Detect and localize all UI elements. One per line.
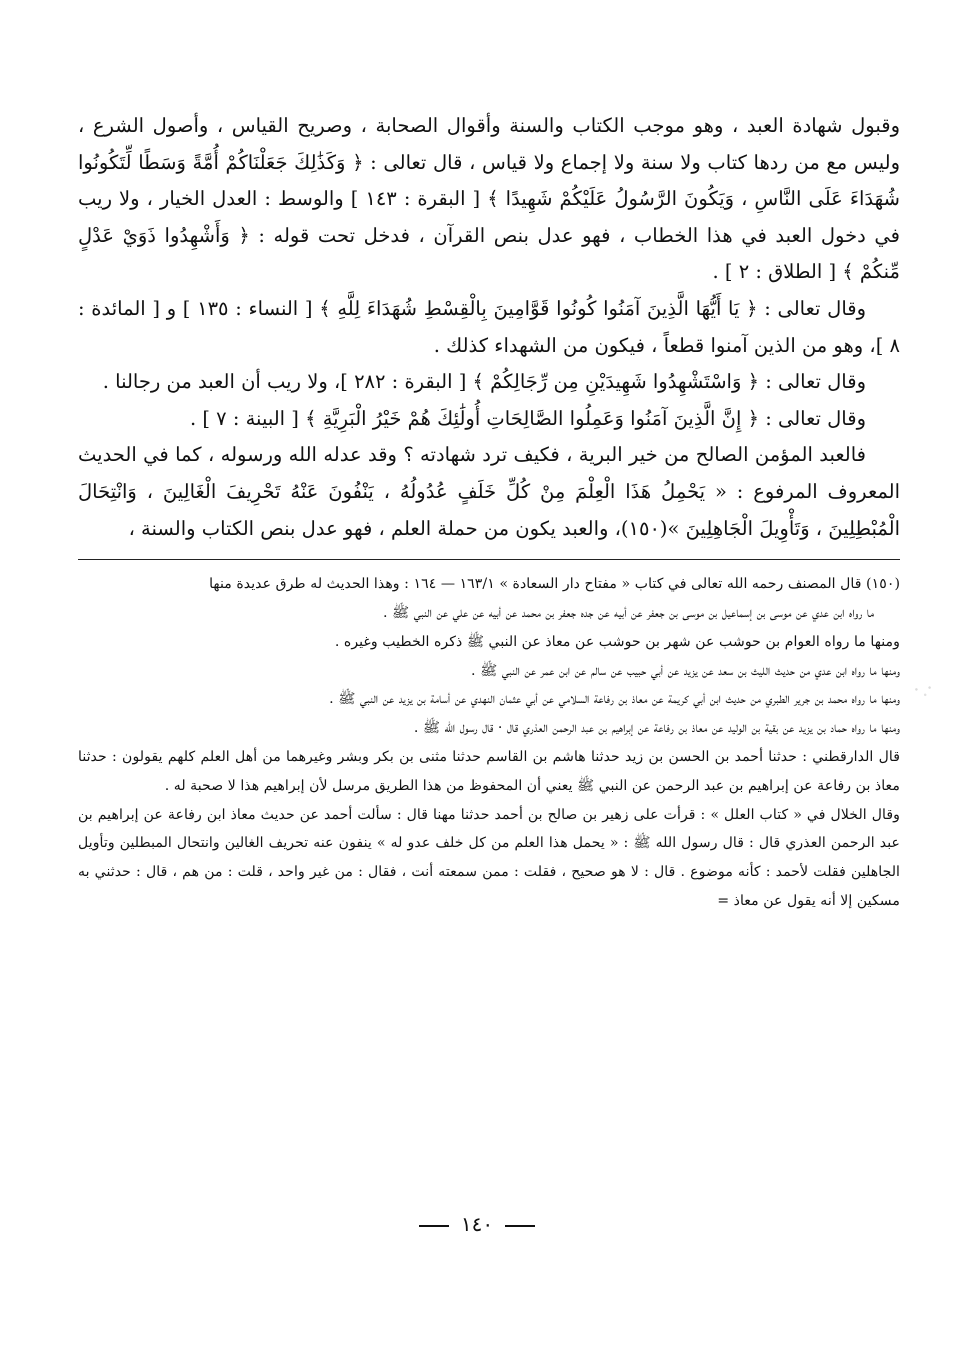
paragraph-5: فالعبد المؤمن الصالح من خير البرية ، فكيف ترد شهادته ؟ وقد عدله الله ورسوله ، كما في الحديث المعروف المرفوع : « يَحْمِلُ هَذَا الْعِلْمَ مِنْ كُلِّ خَلَفٍ عُدُولُهُ ، يَنْفُونَ عَنْهُ تَحْرِيفَ الْغَالِينَ ، وَانْتِحَالَ الْمُبْطِلِينَ ، وَتَأْوِيلَ الْجَاهِلِينَ »(١٥٠)، والعبد يكون من حملة العلم ، فهو عدل بنص الكتاب والسنة ، (78, 443, 900, 540)
footnote-line: وقال الخلال في « كتاب العلل » : قرأت على زهير بن صالح بن أحمد حدثنا مهنا قال : سألت أحمد عن حديث معاذ ابن رفاعة عن إبراهيم بن عبد الرحمن العذري قال : قال رسول الله ﷺ : « يحمل هذا العلم من كل خلف عدو له » ينفون عنه تحريف الغالين وانتحال المبطلين وتأويل الجاهلين فقلت لأحمد : كأنه موضوع . قال : لا هو صحيح ، فقلت : ممن سمعته أنت ، فقال : من غير واحد ، قلت : من هم ، قال : حدثني به مسكين إلا أنه يقول عن معاذ = (78, 806, 900, 909)
paragraph-2: وقال تعالى : ﴿ يَا أَيُّهَا الَّذِينَ آمَنُوا كُونُوا قَوَّامِينَ بِالْقِسْطِ شُهَدَاءَ لِلَّهِ ﴾ [ النساء : ١٣٥ ] و [ المائدة : ٨ ]، وهو من الذين آمنوا قطعاً ، فيكون من الشهداء كذلك . (78, 296, 900, 357)
paragraph-1: وقبول شهادة العبد ، وهو موجب الكتاب والسنة وأقوال الصحابة ، وصريح القياس ، وأصول الشرع ، وليس مع من ردها كتاب ولا سنة ولا إجماع ولا قياس ، قال تعالى : ﴿ وَكَذَٰلِكَ جَعَلْنَاكُمْ أُمَّةً وَسَطًا لِّتَكُونُوا شُهَدَاءَ عَلَى النَّاسِ ، وَيَكُونَ الرَّسُولُ عَلَيْكُمْ شَهِيدًا ﴾ [ البقرة : ١٤٣ ] والوسط : العدل الخيار ، ولا ريب في دخول العبد في هذا الخطاب ، فهو عدل بنص القرآن ، فدخل تحت قوله : ﴿ وَأَشْهِدُوا ذَوَيْ عَدْلٍ مِّنكُمْ ﴾ [ الطلاق : ٢ ] . (78, 114, 900, 284)
footnote-line: (١٥٠) قال المصنف رحمه الله تعالى في كتاب « مفتاح دار السعادة » ١٦٣/١ — ١٦٤ : وهذا الحديث له طرق عديدة منها (209, 576, 900, 593)
page-number-value: ١٤٠ (460, 1212, 494, 1236)
page-number-dash-left (505, 1225, 535, 1227)
footnote-line: ومنها ما رواه محمد بن جرير الطبري من حديث ابن أبي كريمة عن معاذ بن رفاعة السلامي عن أبي عثمان النهدي عن أسامة بن يزيد عن النبي ﷺ . (329, 691, 900, 708)
footnote-line: ومنها ما رواه العوام بن حوشب عن شهر بن حوشب عن معاذ عن النبي ﷺ ذكره الخطيب وغيره . (334, 633, 900, 650)
footnotes (78, 570, 900, 916)
main-text (78, 108, 900, 547)
footnote-line: ومنها ما رواه حماد بن يزيد عن بقية بن الوليد عن معاذ بن رفاعة عن إبراهيم بن عبد الرحمن العذري قال · قال رسول الله ﷺ . (413, 720, 900, 737)
page-number-dash-right (419, 1225, 449, 1227)
footnote-line: ما رواه ابن عدي عن موسى بن إسماعيل بن موسى بن جعفر عن أبيه عن جده جعفر بن محمد عن أبيه عن علي عن النبي ﷺ . (382, 604, 874, 621)
footnote-line: ومنها ما رواه ابن عدي من حديث الليث بن سعد عن يزيد عن أبي حبيب عن سالم عن ابن عمر عن النبي ﷺ . (471, 662, 900, 679)
paragraph-3: وقال تعالى : ﴿ وَاسْتَشْهِدُوا شَهِيدَيْنِ مِن رِّجَالِكُمْ ﴾ [ البقرة : ٢٨٢ ]، ولا ريب أن العبد من رجالنا . (102, 370, 866, 394)
page-number (0, 1212, 954, 1236)
paragraph-4: وقال تعالى : ﴿ إِنَّ الَّذِينَ آمَنُوا وَعَمِلُوا الصَّالِحَاتِ أُولَٰئِكَ هُمْ خَيْرُ الْبَرِيَّةِ ﴾ [ البينة : ٧ ] . (189, 406, 866, 430)
page-content (78, 108, 900, 916)
scan-artifact (912, 684, 934, 702)
footnote-divider (78, 559, 900, 560)
footnote-line: قال الدارقطني : حدثنا أحمد بن الحسن بن زيد حدثنا هاشم بن القاسم حدثنا مثنى بن بكر وبشر وغيرهما من أهل العلم كلهم يقولون : حدثنا معاذ بن رفاعة عن إبراهيم بن عبد الرحمن عن النبي ﷺ يعني أن المحفوظ من هذا الطريق مرسل لأن إبراهيم هذا لا صحبة له . (78, 748, 900, 794)
